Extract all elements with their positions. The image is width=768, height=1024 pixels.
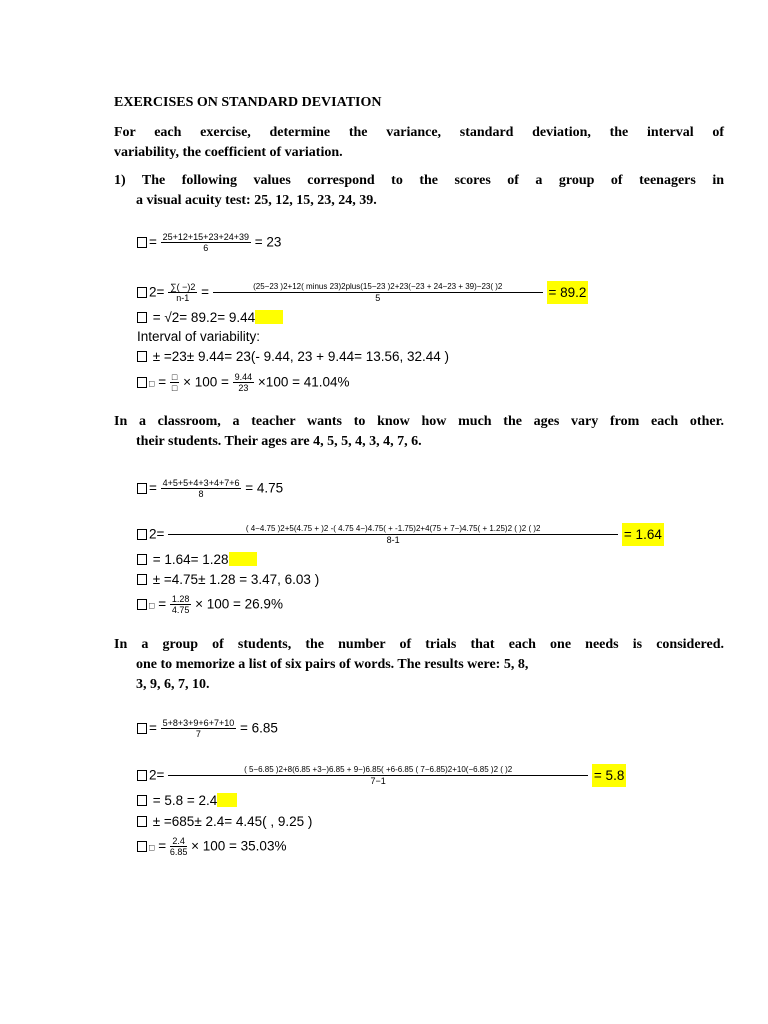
sigma-symbol [137, 770, 147, 781]
ex3-variance: 2= ( 5−6.85 )2+8(6.85 +3−)6.85 + 9−)6.85( +6-6.85 ( 7−6.85)2+10(−6.85 )2 ( )2 7−1 = 5.8 [137, 765, 626, 787]
sigma-symbol [137, 554, 147, 565]
exercise-line: In a group of students, the number of trials that each one needs is considered. [114, 637, 724, 652]
mean-symbol [137, 816, 147, 827]
sigma-symbol [137, 312, 147, 323]
ex2-std-dev: = 1.64= 1.28 [137, 552, 257, 568]
ex1-coefficient: □ = $\frac{□}{□}$ × 100 = $\frac{9.44}{23}$ ×100 = 41.04% [137, 372, 350, 394]
highlight-mark [217, 793, 237, 807]
highlighted-result: = 1.64 [622, 523, 664, 546]
sigma-symbol [137, 287, 147, 298]
ex1-std-dev: = √2= 89.2= 9.44 [137, 310, 283, 326]
cv-symbol [137, 599, 147, 610]
ex3-coefficient: □ = $\frac{2.4}{6.85}$ × 100 = 35.03% [137, 836, 286, 858]
ex2-coefficient: □ = $\frac{1.28}{4.75}$ × 100 = 26.9% [137, 594, 283, 616]
mean-symbol [137, 574, 147, 585]
highlight-mark [229, 552, 257, 566]
exercise-line: a visual acuity test: 25, 12, 15, 23, 24, 39. [136, 193, 377, 208]
exercise-line: 1) The following values correspond to the scores of a group of teenagers in [114, 173, 724, 188]
ex1-variance: 2= $\frac{\sum( -)2}{n-1}$ = (25−23 )2+12( minus 23)2plus(15−23 )2+23(−23 + 24−23 + 39)−23( )2 5 = 89.2 [137, 282, 588, 304]
exercise-2-text [114, 412, 724, 452]
ex1-interval: ± =23± 9.44= 23(- 9.44, 23 + 9.44= 13.56, 32.44 ) [137, 349, 449, 365]
ex2-variance: 2= ( 4−4.75 )2+5(4.75 + )2 -( 4.75 4−)4.75( + -1.75)2+4(75 + 7−)4.75( + 1.25)2 ( )2 ( )2 8-1 = 1.64 [137, 524, 664, 546]
exercise-line: 3, 9, 6, 7, 10. [136, 677, 210, 692]
ex2-interval: ± =4.75± 1.28 = 3.47, 6.03 ) [137, 572, 319, 588]
intro-paragraph [114, 123, 724, 163]
cv-symbol [137, 841, 147, 852]
ex1-mean: = $\frac{25+12+15+23+24+39}{6}$ = 23 [137, 232, 281, 254]
sigma-symbol [137, 529, 147, 540]
highlight-mark [255, 310, 283, 324]
page-title: EXERCISES ON STANDARD DEVIATION [114, 95, 382, 110]
exercise-line: one to memorize a list of six pairs of words. The results were: 5, 8, [136, 657, 529, 672]
ex2-mean: = $\frac{4+5+5+4+3+4+7+6}{8}$ = 4.75 [137, 478, 283, 500]
cv-symbol [137, 377, 147, 388]
exercise-line: In a classroom, a teacher wants to know how much the ages vary from each other. [114, 414, 724, 429]
mean-symbol [137, 483, 147, 494]
mean-symbol [137, 237, 147, 248]
intro-line: variability, the coefficient of variation. [114, 145, 343, 160]
ex3-mean: = $\frac{5+8+3+9+6+7+10}{7}$ = 6.85 [137, 718, 278, 740]
exercise-line: their students. Their ages are 4, 5, 5, 4, 3, 4, 7, 6. [136, 434, 422, 449]
ex3-std-dev: = 5.8 = 2.4 [137, 793, 237, 809]
sigma-symbol [137, 795, 147, 806]
ex3-interval: ± =685± 2.4= 4.45( , 9.25 ) [137, 814, 312, 830]
highlighted-result: = 5.8 [592, 764, 626, 787]
intro-line: For each exercise, determine the variance, standard deviation, the interval of [114, 125, 724, 140]
mean-fraction: $\frac{25+12+15+23+24+39}{6}$ [162, 232, 249, 253]
mean-symbol [137, 723, 147, 734]
highlighted-result: = 89.2 [547, 281, 589, 304]
exercise-3-text [114, 635, 724, 695]
mean-symbol [137, 351, 147, 362]
exercise-1-text [114, 171, 724, 211]
interval-label: Interval of variability: [137, 329, 261, 344]
